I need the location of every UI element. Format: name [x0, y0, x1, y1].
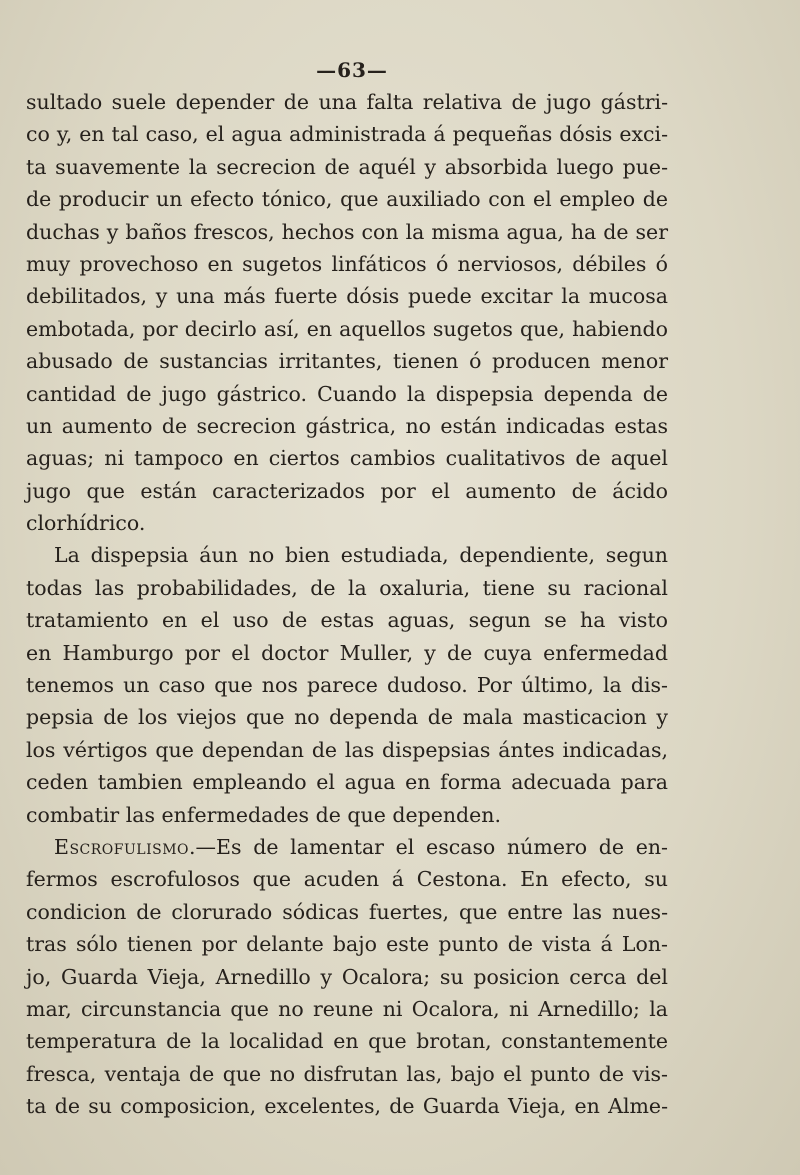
- text-line: tratamiento en el uso de estas aguas, segun se ha visto: [26, 608, 668, 633]
- text-line: pepsia de los viejos que no dependa de mala masticacion y: [26, 705, 668, 730]
- text-line: fresca, ventaja de que no disfrutan las, bajo el punto de vis-: [26, 1061, 668, 1086]
- text-line: temperatura de la localidad en que brotan, constantemente: [26, 1029, 668, 1054]
- text-line: jugo que están caracterizados por el aumento de ácido: [26, 478, 668, 503]
- text-line: ceden tambien empleando el agua en forma adecuada para: [26, 770, 668, 795]
- text-line: La dispepsia áun no bien estudiada, dependiente, segun: [54, 543, 668, 568]
- text-line: un aumento de secrecion gástrica, no están indicadas estas: [26, 413, 668, 438]
- text-line: ta suavemente la secrecion de aquél y absorbida luego pue-: [26, 154, 668, 179]
- text-line: clorhídrico.: [26, 511, 146, 536]
- text-line: debilitados, y una más fuerte dósis puede excitar la mucosa: [26, 284, 668, 309]
- text-line: en Hamburgo por el doctor Muller, y de cuya enfermedad: [26, 640, 668, 665]
- text-line: [26, 831, 668, 863]
- body-text: [26, 86, 668, 1123]
- text-line: muy provechoso en sugetos linfáticos ó nerviosos, débiles ó: [26, 251, 668, 276]
- text-line: abusado de sustancias irritantes, tienen ó producen menor: [26, 349, 668, 374]
- text-line: tenemos un caso que nos parece dudoso. Por último, la dis-: [26, 673, 668, 698]
- text-line: cantidad de jugo gástrico. Cuando la dispepsia dependa de: [26, 381, 668, 406]
- text-line: combatir las enfermedades de que dependen.: [26, 802, 502, 827]
- text-line: mar, circunstancia que no reune ni Ocalora, ni Arnedillo; la: [26, 996, 668, 1021]
- text-line: embotada, por decirlo así, en aquellos sugetos que, habiendo: [26, 316, 668, 341]
- text-line: sultado suele depender de una falta relativa de jugo gástri-: [26, 90, 668, 114]
- text-line: co y, en tal caso, el agua administrada á pequeñas dósis exci-: [26, 122, 668, 147]
- text-line: de producir un efecto tónico, que auxiliado con el empleo de: [26, 187, 668, 212]
- section-heading: Escrofulismo: [54, 834, 190, 859]
- text-line: los vértigos que dependan de las dispepsias ántes indicadas,: [26, 737, 668, 762]
- text-line: aguas; ni tampoco en ciertos cambios cualitativos de aquel: [26, 446, 668, 471]
- text-line: ta de su composicion, excelentes, de Guarda Vieja, en Alme-: [26, 1094, 668, 1119]
- page-number: —63—: [316, 58, 388, 82]
- text-line: condicion de clorurado sódicas fuertes, que entre las nues-: [26, 899, 668, 924]
- text-line: jo, Guarda Vieja, Arnedillo y Ocalora; su posicion cerca del: [26, 964, 668, 989]
- text-line-rest: .—Es de lamentar el escaso número de en-: [189, 834, 668, 859]
- text-line: fermos escrofulosos que acuden á Cestona. En efecto, su: [26, 867, 668, 892]
- text-line: tras sólo tienen por delante bajo este punto de vista á Lon-: [26, 932, 668, 957]
- text-line: duchas y baños frescos, hechos con la misma agua, ha de ser: [26, 219, 668, 244]
- text-line: todas las probabilidades, de la oxaluria, tiene su racional: [26, 575, 668, 600]
